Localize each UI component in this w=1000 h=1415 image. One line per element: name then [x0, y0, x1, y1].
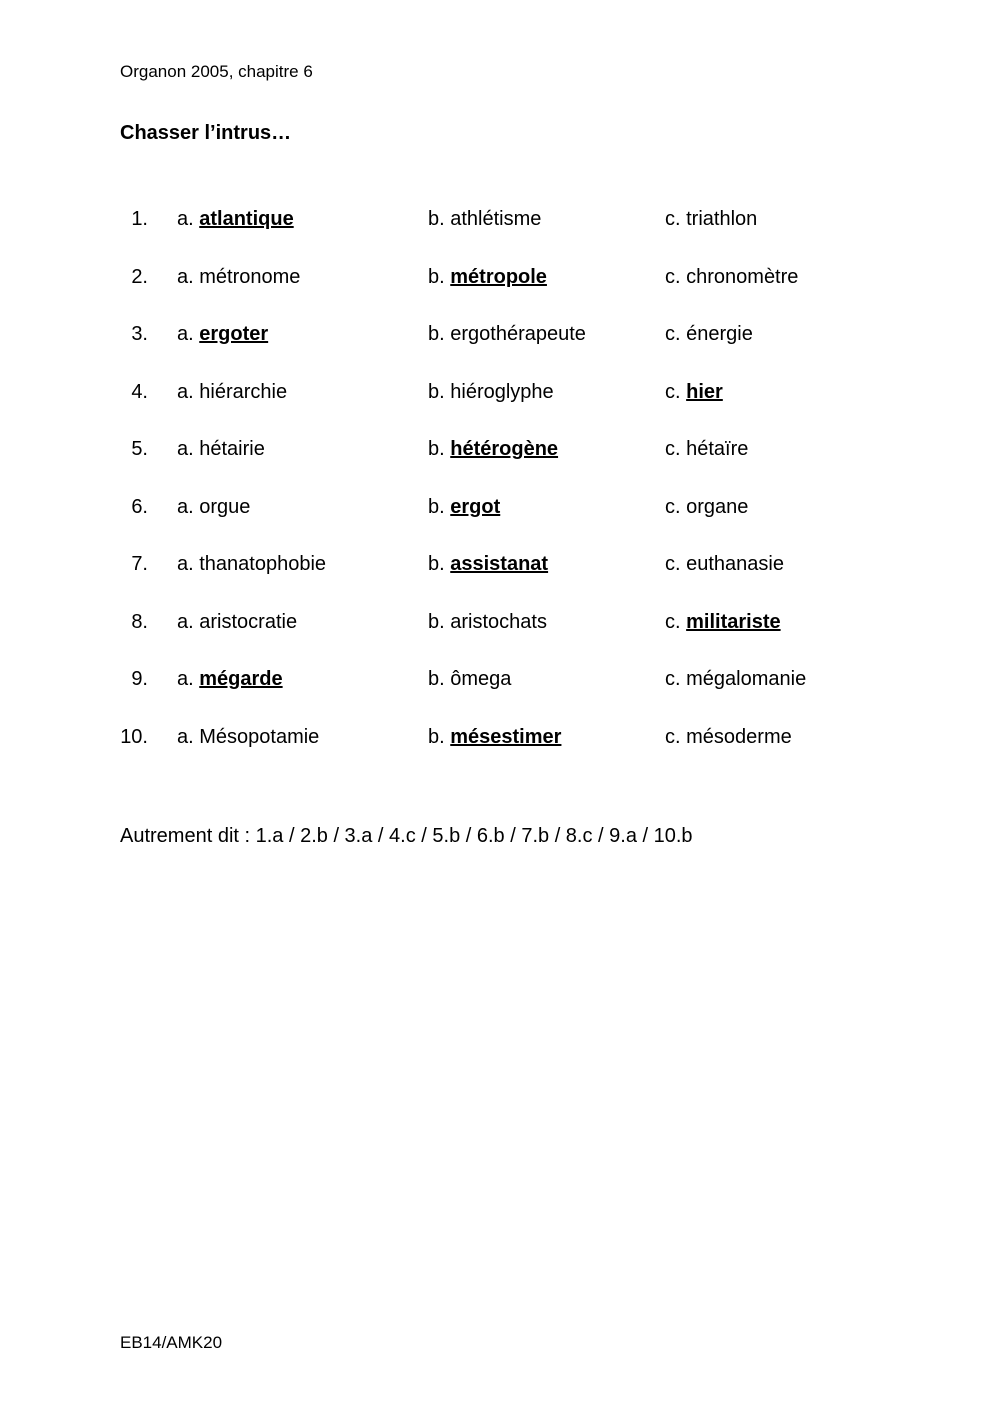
option-word: euthanasie: [686, 553, 784, 575]
row-number: 6.: [131, 495, 148, 518]
row-number: 10.: [120, 725, 148, 748]
option-b: [428, 726, 561, 749]
option-a: [177, 266, 300, 289]
option-b: [428, 266, 547, 289]
exercise-row: [0, 553, 1000, 583]
intrus-word: mégarde: [199, 668, 283, 690]
option-letter: c.: [665, 380, 681, 403]
option-letter: b.: [428, 495, 445, 518]
option-b: [428, 323, 586, 346]
option-letter: a.: [177, 438, 194, 460]
option-a: [177, 553, 326, 576]
option-b: [428, 381, 554, 404]
option-letter: b.: [428, 265, 445, 288]
option-a: [177, 726, 319, 749]
exercise-row: [0, 323, 1000, 353]
option-word: orgue: [199, 495, 251, 518]
exercise-row: [0, 668, 1000, 698]
option-word: mégalomanie: [686, 668, 807, 690]
exercise-row: [0, 496, 1000, 526]
row-number: 5.: [131, 438, 148, 460]
option-letter: c.: [665, 208, 681, 230]
row-number: 2.: [131, 265, 148, 288]
option-word: ômega: [450, 668, 512, 690]
option-a: [177, 381, 287, 404]
row-number: 7.: [131, 553, 148, 575]
exercise-row: [0, 266, 1000, 296]
option-a: [177, 496, 250, 519]
option-word: athlétisme: [450, 208, 542, 230]
option-letter: c.: [665, 495, 681, 518]
option-word: chronomètre: [686, 265, 799, 288]
row-number: 3.: [131, 323, 148, 345]
option-letter: c.: [665, 668, 681, 690]
option-word: ergothérapeute: [450, 323, 586, 345]
intrus-word: métropole: [450, 265, 547, 288]
intrus-word: ergot: [450, 495, 501, 518]
option-c: [665, 381, 723, 404]
row-number: 4.: [131, 380, 148, 403]
option-letter: b.: [428, 610, 445, 633]
page-header: Organon 2005, chapitre 6: [120, 62, 313, 81]
option-word: mésoderme: [686, 725, 792, 748]
option-word: hétairie: [199, 438, 265, 460]
exercise-row: [0, 611, 1000, 641]
row-number: 8.: [131, 610, 148, 633]
option-b: [428, 496, 500, 519]
option-letter: b.: [428, 668, 445, 690]
option-letter: c.: [665, 610, 681, 633]
option-a: [177, 208, 294, 231]
option-letter: b.: [428, 725, 445, 748]
option-letter: c.: [665, 265, 681, 288]
option-letter: c.: [665, 323, 681, 345]
intrus-word: atlantique: [199, 208, 294, 230]
option-a: [177, 438, 265, 461]
row-number: 9.: [131, 668, 148, 690]
option-b: [428, 553, 548, 576]
option-a: [177, 611, 297, 634]
option-c: [665, 438, 748, 461]
intrus-word: mésestimer: [450, 725, 562, 748]
intrus-word: hétérogène: [450, 438, 559, 460]
option-c: [665, 553, 784, 576]
option-letter: a.: [177, 725, 194, 748]
page-footer: EB14/AMK20: [120, 1333, 223, 1352]
option-letter: b.: [428, 323, 445, 345]
intrus-word: assistanat: [450, 553, 549, 575]
exercise-row: [0, 438, 1000, 468]
option-c: [665, 611, 781, 634]
option-word: Mésopotamie: [199, 725, 320, 748]
option-letter: c.: [665, 438, 681, 460]
intrus-word: militariste: [686, 610, 781, 633]
option-letter: b.: [428, 553, 445, 575]
option-letter: b.: [428, 380, 445, 403]
option-c: [665, 668, 806, 691]
option-b: [428, 438, 558, 461]
option-c: [665, 323, 753, 346]
option-letter: a.: [177, 380, 194, 403]
option-word: hiérarchie: [199, 380, 288, 403]
option-letter: a.: [177, 265, 194, 288]
option-letter: a.: [177, 495, 194, 518]
intrus-word: hier: [686, 380, 723, 403]
exercise-row: [0, 726, 1000, 756]
option-word: énergie: [686, 323, 753, 345]
option-word: aristochats: [450, 610, 547, 633]
answer-summary: Autrement dit : 1.a / 2.b / 3.a / 4.c / 5.b / 6.b / 7.b / 8.c / 9.a / 10.b: [120, 825, 693, 847]
option-letter: a.: [177, 668, 194, 690]
option-letter: a.: [177, 208, 194, 230]
option-letter: b.: [428, 438, 445, 460]
option-letter: a.: [177, 553, 194, 575]
exercise-row: [0, 381, 1000, 411]
option-b: [428, 208, 541, 231]
option-word: métronome: [199, 265, 301, 288]
option-c: [665, 496, 748, 519]
option-a: [177, 668, 283, 691]
option-word: thanatophobie: [199, 553, 327, 575]
option-letter: c.: [665, 725, 681, 748]
page-title: Chasser l’intrus…: [120, 122, 292, 144]
option-b: [428, 611, 547, 634]
intrus-word: ergoter: [199, 323, 269, 345]
exercise-row: [0, 208, 1000, 238]
option-letter: a.: [177, 610, 194, 633]
option-c: [665, 266, 798, 289]
option-b: [428, 668, 511, 691]
option-a: [177, 323, 268, 346]
option-letter: a.: [177, 323, 194, 345]
option-word: hétaïre: [686, 438, 749, 460]
option-letter: b.: [428, 208, 445, 230]
option-word: hiéroglyphe: [450, 380, 554, 403]
option-c: [665, 726, 792, 749]
option-word: triathlon: [686, 208, 758, 230]
option-letter: c.: [665, 553, 681, 575]
option-word: organe: [686, 495, 749, 518]
row-number: 1.: [131, 208, 148, 230]
option-word: aristocratie: [199, 610, 298, 633]
option-c: [665, 208, 757, 231]
